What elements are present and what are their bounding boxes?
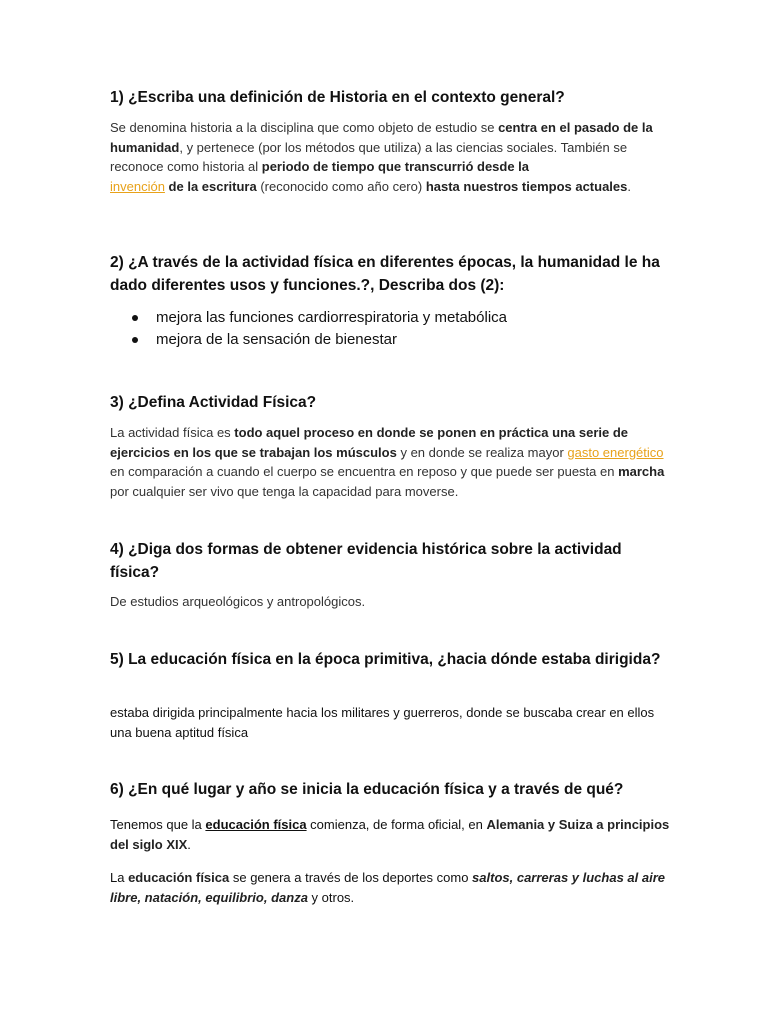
answer-1-bold: de la escritura [164, 178, 257, 194]
answer-3-text: en comparación a cuando el cuerpo se encuentra en reposo y que puede ser puesta en [110, 464, 619, 479]
answer-1-bold: centra en el pasado de la humanidad [110, 120, 653, 155]
answer-4-paragraph: De estudios arqueológicos y antropológicos. [110, 594, 366, 609]
answer-6-bold: educación física [128, 870, 230, 885]
list-item [110, 307, 670, 329]
answer-6-bold: Alemania y Suiza a principios del siglo XIX [110, 817, 670, 852]
answer-1-bold: periodo de tiempo que transcurrió desde la [261, 159, 530, 174]
answer-6-text: se genera a través de los deportes como [229, 870, 473, 885]
question-1-heading: 1) ¿Escriba una definición de Historia en el contexto general? [110, 89, 565, 106]
answer-1-text: (reconocido como año cero) [256, 178, 426, 194]
answer-1-paragraph [110, 118, 670, 196]
list-item [110, 329, 670, 351]
answer-5-paragraph: estaba dirigida principalmente hacia los militares y guerreros, donde se buscaba crear en ellos una buena aptitud física [110, 705, 655, 740]
list-item-text: mejora de la sensación de bienestar [156, 331, 397, 348]
question-5-heading: 5) La educación física en la época primitiva, ¿hacia dónde estaba dirigida? [110, 651, 661, 668]
answer-1-text: . [627, 178, 632, 194]
answer-6-paragraph-2 [110, 868, 670, 907]
answer-3-bold: todo aquel proceso en donde se ponen en práctica una serie de ejercicios en los que se trabajan los músculos [110, 425, 628, 460]
answer-6-text: y otros. [307, 889, 355, 905]
list-item-text: mejora las funciones cardiorrespiratoria y metabólica [156, 309, 507, 326]
bullet-icon [132, 315, 138, 321]
gasto-energetico-link[interactable]: gasto energético [567, 444, 664, 460]
answer-1-text: Se denomina historia a la disciplina que como objeto de estudio se [110, 120, 499, 135]
answer-6-text: . [187, 836, 191, 852]
answer-6-text: La [110, 870, 129, 885]
answer-3-paragraph [110, 423, 670, 501]
question-4-heading: 4) ¿Diga dos formas de obtener evidencia histórica sobre la actividad física? [110, 541, 622, 581]
answer-3-text: por cualquier ser vivo que tenga la capacidad para moverse. [110, 483, 459, 499]
answer-3-text: La actividad física es [110, 425, 235, 440]
answer-1-bold: hasta nuestros tiempos actuales [425, 178, 628, 194]
educacion-fisica-underlined: educación física [205, 817, 307, 832]
answer-6-text: comienza, de forma oficial, en [306, 817, 487, 832]
question-6-heading: 6) ¿En qué lugar y año se inicia la educación física y a través de qué? [110, 781, 624, 798]
bullet-icon [132, 337, 138, 343]
answer-1-text: , y pertenece (por los métodos que utiliza) a las ciencias sociales. También se reconoce como historia al [110, 139, 628, 174]
question-3-heading: 3) ¿Defina Actividad Física? [110, 394, 317, 411]
answer-6-text: Tenemos que la [110, 817, 206, 832]
invencion-link[interactable]: invención [110, 178, 165, 194]
answer-3-bold: marcha [618, 464, 665, 479]
answer-3-text: y en donde se realiza mayor [396, 444, 568, 460]
answer-6-bold-italic: saltos, carreras y luchas al aire libre, natación, equilibrio, danza [110, 870, 666, 905]
functions-list [110, 307, 670, 351]
answer-6-paragraph-1 [110, 815, 670, 854]
question-2-heading: 2) ¿A través de la actividad física en diferentes épocas, la humanidad le ha dado diferentes usos y funciones.?, Describa dos (2): [110, 254, 660, 294]
